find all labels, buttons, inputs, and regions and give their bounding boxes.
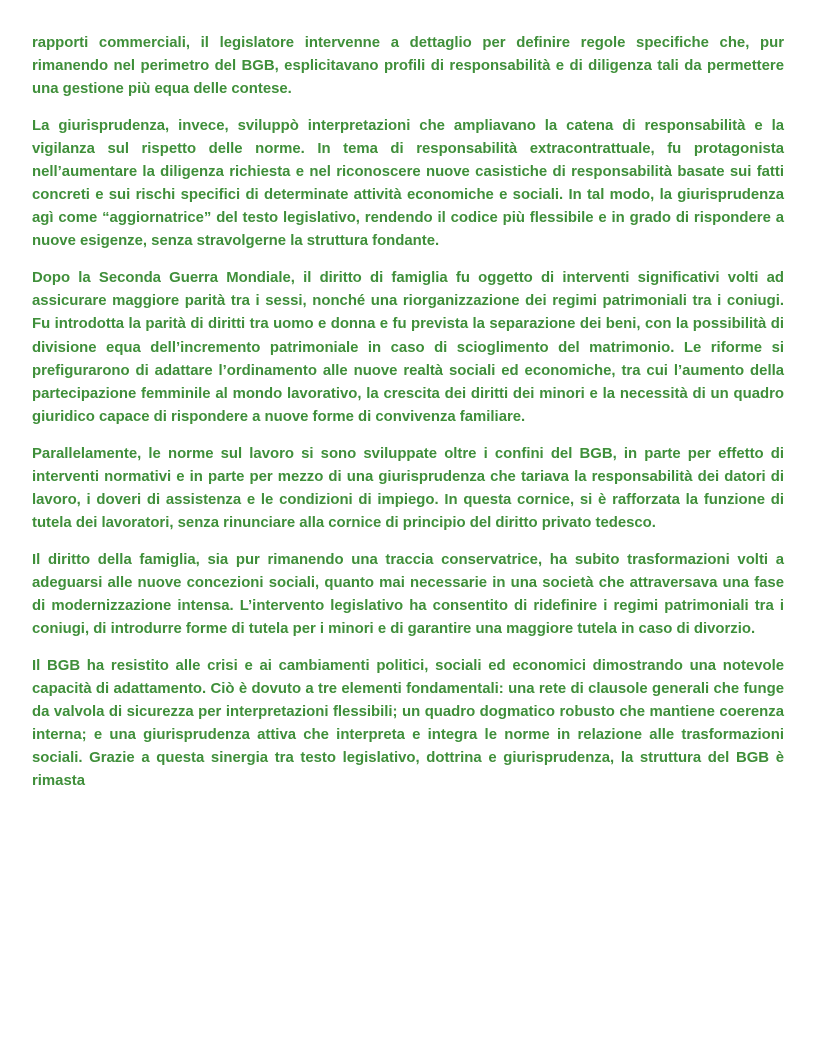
paragraph-4: Parallelamente, le norme sul lavoro si sono sviluppate oltre i confini del BGB, in parte per effetto di interventi normativi e in parte per mezzo di una giurisprudenza che tariava la responsabilità dei datori di lavoro, i doveri di assistenza e le condizioni di impiego. In questa cornice, si è rafforzata la funzione di tutela dei lavoratori, senza rinunciare alla cornice di principio del diritto privato tedesco. — [32, 445, 784, 531]
paragraph-6: Il BGB ha resistito alle crisi e ai cambiamenti politici, sociali ed economici dimostrando una notevole capacità di adattamento. Ciò è dovuto a tre elementi fondamentali: una rete di clausole generali che funge da valvola di sicurezza per interpretazioni flessibili; un quadro dogmatico robusto che mantiene coerenza interna; e una giurisprudenza attiva che interpreta e integra le norme in relazione alle trasformazioni sociali. Grazie a questa sinergia tra testo legislativo, dottrina e giurisprudenza, la struttura del BGB è rimasta — [32, 657, 784, 790]
paragraph-5: Il diritto della famiglia, sia pur rimanendo una traccia conservatrice, ha subito trasformazioni volti a adeguarsi alle nuove concezioni sociali, quanto mai necessarie in una società che attraversava una fase di modernizzazione intensa. L’intervento legislativo ha consentito di ridefinire i regimi patrimoniali tra i coniugi, di introdurre forme di tutela per i minori e di garantire una maggiore tutela in caso di divorzio. — [32, 551, 784, 637]
paragraph-1: rapporti commerciali, il legislatore intervenne a dettaglio per definire regole specifiche che, pur rimanendo nel perimetro del BGB, esplicitavano profili di responsabilità e di diligenza tali da permettere una gestione più equa delle contese. — [32, 35, 784, 98]
paragraph-2: La giurisprudenza, invece, sviluppò interpretazioni che ampliavano la catena di responsabilità e la vigilanza sul rispetto delle norme. In tema di responsabilità extracontrattuale, fu protagonista nell’aumentare la diligenza richiesta e nel riconoscere nuove casistiche di responsabilità basate sui fatti concreti e sui rischi specifici di determinate attività economiche e sociali. In tal modo, la giurisprudenza agì come “aggiornatrice” del testo legislativo, rendendo il codice più flessibile e in grado di rispondere a nuove esigenze, senza stravolgerne la struttura fondante. — [32, 117, 784, 250]
document-page — [32, 32, 784, 807]
paragraph-3: Dopo la Seconda Guerra Mondiale, il diritto di famiglia fu oggetto di interventi significativi volti ad assicurare maggiore parità tra i sessi, nonché una riorganizzazione dei regimi patrimoniali tra i coniugi. Fu introdotta la parità di diritti tra uomo e donna e fu prevista la separazione dei beni, con la possibilità di divisione equa dell’incremento patrimoniale in caso di scioglimento del matrimonio. Le riforme si prefigurarono di adattare l’ordinamento alle nuove realtà sociali ed economiche, tra cui l’aumento della partecipazione femminile al mondo lavorativo, la crescita dei diritti dei minori e la necessità di un quadro giuridico capace di rispondere a nuove forme di convivenza familiare. — [32, 270, 784, 425]
